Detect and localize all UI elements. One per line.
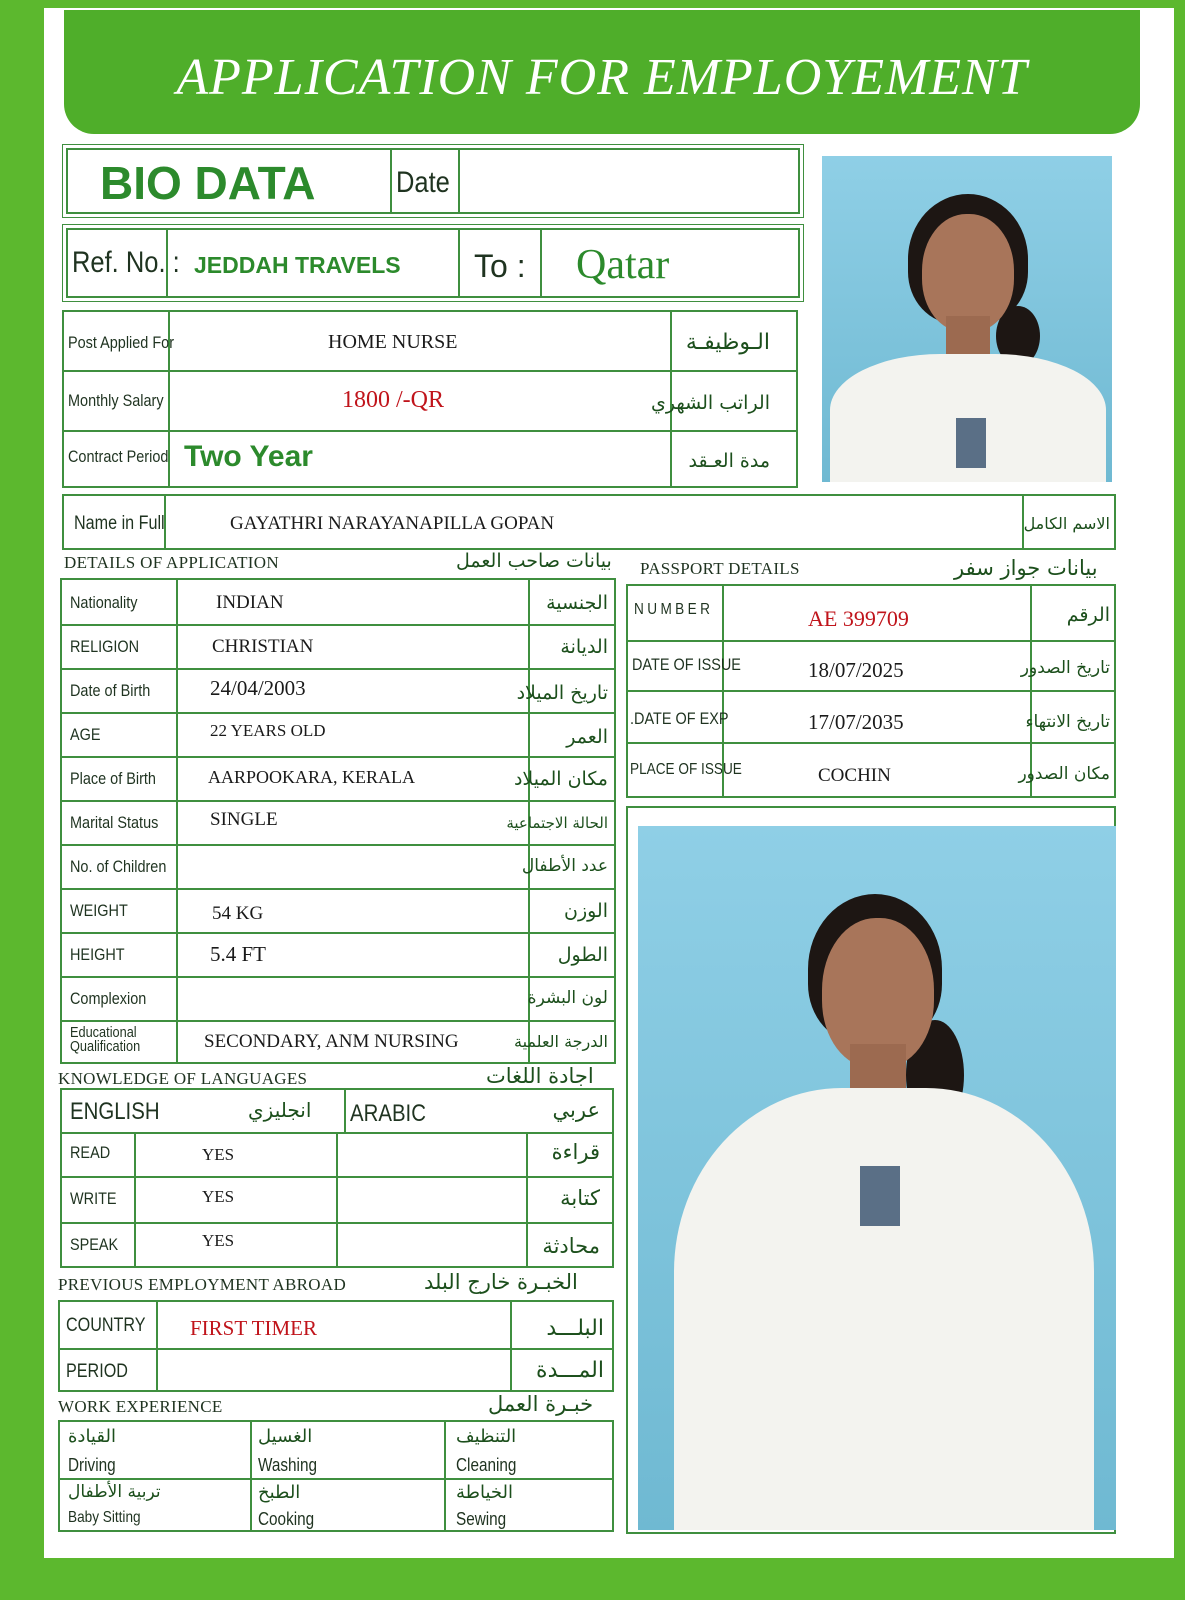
passport-title-ar: بيانات جواز سفر xyxy=(954,556,1098,580)
work-washing-en: Washing xyxy=(258,1455,317,1475)
country-label: COUNTRY xyxy=(66,1315,146,1336)
write-ar: كتابة xyxy=(560,1186,600,1210)
work-babysitting-ar: تربية الأطفال xyxy=(68,1482,161,1502)
marital-ar: الحالة الاجتماعية xyxy=(506,814,608,832)
previous-title-ar: الخبـرة خارج البلد xyxy=(424,1270,578,1294)
period-ar: المـــدة xyxy=(536,1358,604,1383)
salary-value: 1800 /-QR xyxy=(342,387,444,413)
speak-ar: محادثة xyxy=(542,1234,600,1258)
passport-number-ar: الرقم xyxy=(1066,604,1110,626)
issue-date-label: DATE OF ISSUE xyxy=(632,655,741,674)
title-banner xyxy=(64,10,1140,134)
contract-label: Contract Period xyxy=(68,447,169,466)
children-ar: عدد الأطفال xyxy=(521,856,608,876)
age-value: 22 YEARS OLD xyxy=(210,721,326,740)
pob-ar: مكان الميلاد xyxy=(513,768,608,790)
height-ar: الطول xyxy=(557,944,608,966)
speak-english: YES xyxy=(202,1231,235,1250)
bio-data-heading: BIO DATA xyxy=(100,157,316,209)
to-label: To : xyxy=(474,248,526,284)
to-value: Qatar xyxy=(576,242,670,288)
issue-date-value: 18/07/2025 xyxy=(808,658,904,682)
marital-value: SINGLE xyxy=(210,809,278,830)
height-value: 5.4 FT xyxy=(210,942,267,966)
applicant-photo-small xyxy=(822,156,1112,482)
salary-ar: الراتب الشهري xyxy=(651,392,770,414)
page-edge xyxy=(1185,0,1204,1600)
ref-label: Ref. No. : xyxy=(72,246,180,279)
arabic-label: ARABIC xyxy=(350,1100,426,1127)
name-ar: الاسم الكامل xyxy=(1023,514,1110,533)
work-sewing-ar: الخياطة xyxy=(456,1482,513,1503)
job-table xyxy=(62,310,798,488)
work-washing-ar: الغسيل xyxy=(258,1426,313,1447)
ref-row xyxy=(66,228,800,298)
work-title-ar: خبـرة العمل xyxy=(488,1392,594,1416)
bio-data-row xyxy=(66,148,800,214)
education-ar: الدرجة العلمية xyxy=(514,1032,608,1051)
dob-ar: تاريخ الميلاد xyxy=(516,682,608,704)
previous-table xyxy=(58,1300,614,1392)
contract-value: Two Year xyxy=(184,440,313,473)
work-sewing-en: Sewing xyxy=(456,1509,507,1529)
issue-place-ar: مكان الصدور xyxy=(1018,764,1110,784)
english-label: ENGLISH xyxy=(70,1098,160,1125)
age-label: AGE xyxy=(70,725,101,744)
speak-label: SPEAK xyxy=(70,1235,119,1254)
ref-value: JEDDAH TRAVELS xyxy=(194,252,401,278)
weight-ar: الوزن xyxy=(563,900,608,922)
post-ar: الـوظيفـة xyxy=(685,330,770,355)
application-table xyxy=(60,578,616,1064)
post-label: Post Applied For xyxy=(68,333,175,352)
religion-ar: الديانة xyxy=(560,636,608,658)
work-cleaning-ar: التنظيف xyxy=(456,1426,517,1447)
marital-label: Marital Status xyxy=(70,813,159,832)
write-label: WRITE xyxy=(70,1189,117,1208)
previous-title: PREVIOUS EMPLOYMENT ABROAD xyxy=(58,1275,347,1294)
passport-title: PASSPORT DETAILS xyxy=(640,559,800,578)
passport-number-value: AE 399709 xyxy=(808,606,909,631)
dob-label: Date of Birth xyxy=(70,681,151,700)
nationality-value: INDIAN xyxy=(216,592,284,613)
weight-label: WEIGHT xyxy=(70,901,128,920)
height-label: HEIGHT xyxy=(70,945,125,964)
read-label: READ xyxy=(70,1143,111,1162)
expiry-date-value: 17/07/2035 xyxy=(808,710,904,734)
page-title: APPLICATION FOR EMPLOYEMENT xyxy=(176,49,1028,106)
contract-ar: مدة العـقد xyxy=(688,450,770,472)
education-value: SECONDARY, ANM NURSING xyxy=(204,1031,459,1052)
issue-place-value: COCHIN xyxy=(818,765,891,786)
post-value: HOME NURSE xyxy=(328,331,458,353)
expiry-date-label: .DATE OF EXP xyxy=(630,709,729,728)
read-ar: قراءة xyxy=(551,1140,600,1164)
issue-date-ar: تاريخ الصدور xyxy=(1020,658,1110,678)
date-label: Date xyxy=(396,166,450,199)
complexion-label: Complexion xyxy=(70,989,147,1008)
work-driving-ar: القيادة xyxy=(68,1426,116,1447)
work-babysitting-en: Baby Sitting xyxy=(68,1509,141,1526)
application-title-ar: بيانات صاحب العمل xyxy=(456,550,612,572)
work-cooking-en: Cooking xyxy=(258,1509,315,1529)
work-cleaning-en: Cleaning xyxy=(456,1455,517,1475)
country-value: FIRST TIMER xyxy=(190,1316,318,1340)
weight-value: 54 KG xyxy=(212,903,264,924)
languages-title: KNOWLEDGE OF LANGUAGES xyxy=(58,1069,308,1088)
work-table xyxy=(58,1420,614,1532)
nationality-label: Nationality xyxy=(70,593,138,612)
expiry-date-ar: تاريخ الانتهاء xyxy=(1025,712,1110,732)
english-ar: انجليزي xyxy=(248,1098,312,1122)
pob-value: AARPOOKARA, KERALA xyxy=(208,767,416,787)
passport-table xyxy=(626,584,1116,798)
work-cooking-ar: الطبخ xyxy=(258,1482,301,1503)
issue-place-label: PLACE OF ISSUE xyxy=(630,761,742,778)
age-ar: العمر xyxy=(566,726,608,748)
application-title: DETAILS OF APPLICATION xyxy=(64,553,279,572)
languages-table xyxy=(60,1088,614,1268)
period-label: PERIOD xyxy=(66,1361,128,1382)
children-label: No. of Children xyxy=(70,857,167,876)
languages-title-ar: اجادة اللغات xyxy=(486,1064,594,1088)
religion-value: CHRISTIAN xyxy=(212,636,314,657)
name-label: Name in Full xyxy=(74,513,165,534)
applicant-photo-large xyxy=(638,826,1116,1530)
education-label: Educational Qualification xyxy=(70,1024,141,1056)
passport-number-label: NUMBER xyxy=(634,601,714,618)
pob-label: Place of Birth xyxy=(70,769,156,788)
work-driving-en: Driving xyxy=(68,1455,116,1475)
name-row xyxy=(62,494,1116,550)
nationality-ar: الجنسية xyxy=(546,592,608,614)
country-ar: البلـــد xyxy=(546,1316,604,1341)
dob-value: 24/04/2003 xyxy=(210,676,306,700)
name-value: GAYATHRI NARAYANAPILLA GOPAN xyxy=(230,513,555,534)
read-english: YES xyxy=(202,1145,235,1164)
write-english: YES xyxy=(202,1187,235,1206)
complexion-ar: لون البشرة xyxy=(527,988,608,1008)
salary-label: Monthly Salary xyxy=(68,391,164,410)
arabic-ar: عربي xyxy=(552,1098,600,1122)
religion-label: RELIGION xyxy=(70,637,140,656)
work-title: WORK EXPERIENCE xyxy=(58,1397,223,1416)
